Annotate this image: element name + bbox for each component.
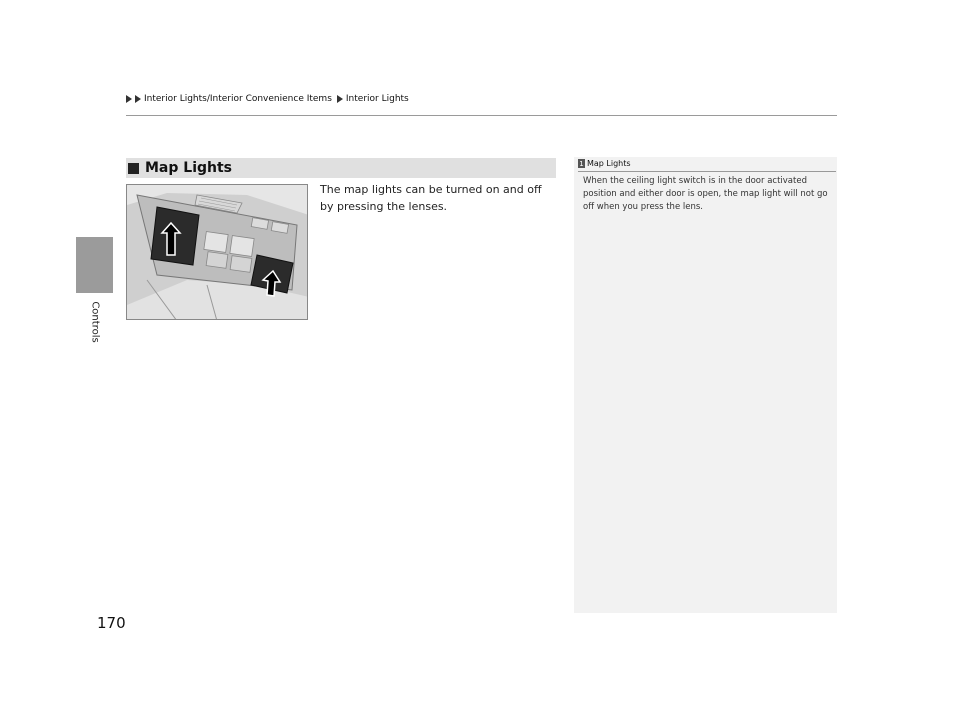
- chapter-label: [77, 300, 113, 344]
- note-text: When the ceiling light switch is in the door activated position and either door is open, the map light will not go off when you press the lens.: [583, 176, 828, 212]
- note-divider: [578, 171, 836, 172]
- section-header: [126, 158, 556, 178]
- map-lights-illustration: [126, 184, 308, 320]
- chapter-tab[interactable]: [76, 237, 113, 293]
- note-panel: [574, 157, 837, 613]
- map-lights-drawing: [127, 185, 308, 320]
- breadcrumb-arrow-icon: [135, 95, 141, 103]
- page-number: 170: [97, 614, 126, 632]
- section-body: The map lights can be turned on and off by pressing the lenses.: [320, 183, 542, 213]
- header-divider: [126, 115, 837, 116]
- note-heading: [578, 159, 631, 168]
- section-title: Map Lights: [145, 160, 233, 176]
- breadcrumb: [126, 94, 411, 104]
- breadcrumb-arrow-icon: [126, 95, 132, 103]
- breadcrumb-item[interactable]: Interior Lights: [345, 94, 409, 104]
- breadcrumb-item[interactable]: Interior Lights/Interior Convenience Items: [144, 94, 332, 104]
- note-heading-text: Map Lights: [587, 159, 631, 168]
- note-badge: 1: [579, 159, 584, 168]
- chapter-label-text: Controls: [89, 301, 101, 343]
- section-square-icon: [128, 163, 139, 174]
- breadcrumb-arrow-icon: [337, 95, 343, 103]
